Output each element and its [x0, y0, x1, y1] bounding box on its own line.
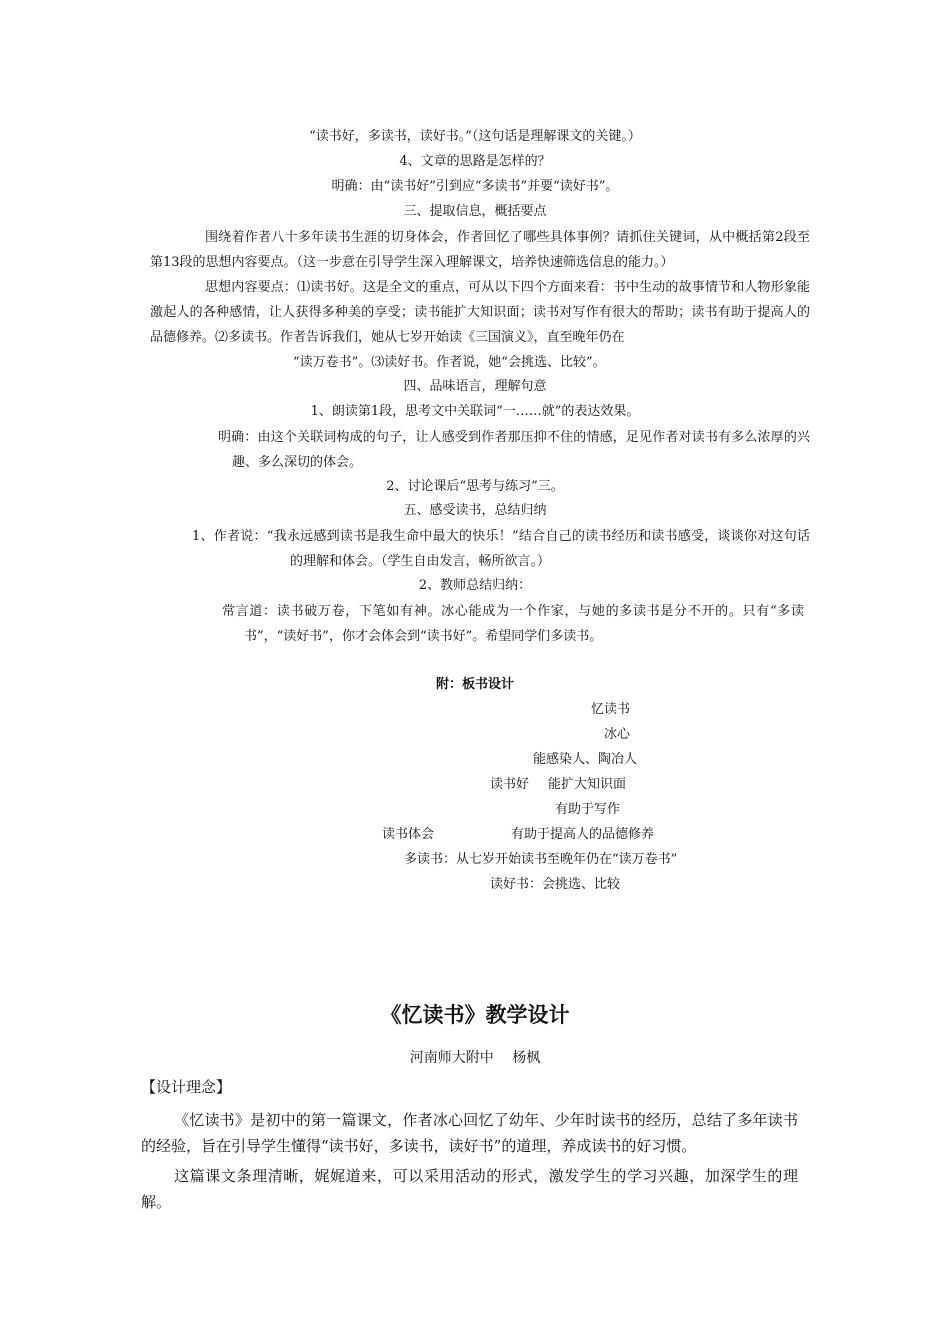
board-item-knowledge: 能扩大知识面 [548, 777, 627, 792]
section-3-heading: 三、提取信息，概括要点 [403, 204, 547, 219]
task-4-2: 2、讨论课后“思考与练习”三。 [386, 479, 564, 494]
board-item-read-more: 多读书：从七岁开始读书至晚年仍在“读万卷书” [404, 852, 678, 867]
task-5-1: 1、作者说：“我永远感到读书是我生命中最大的快乐！”结合自己的读书经历和读书感受，谈谈你对这句话的理解和体会。（学生自由发言，畅所欲言。） [192, 529, 810, 569]
answer-4: 明确：由“读书好”引到应“多读书”并要“读好书”。 [331, 179, 619, 194]
board-item-inspire: 能感染人、陶冶人 [533, 752, 638, 767]
design-paragraph-2: 这篇课文条理清晰，娓娓道来，可以采用活动的形式，激发学生的学习兴趣，加深学生的理解。 [141, 1167, 798, 1211]
board-item-morality: 有助于提高人的品德修养 [511, 827, 655, 842]
question-4: 4、文章的思路是怎样的？ [399, 154, 551, 169]
task-5-2: 2、教师总结归纳： [418, 578, 532, 593]
answer-4-1: 明确：由这个关联词构成的句子，让人感受到作者那压抑不住的情感，足见作者对读书有多么浓厚的兴趣、多么深切的体会。 [218, 430, 810, 470]
board-heading: 附：板书设计 [435, 677, 514, 692]
teacher-summary: 常言道：读书破万卷，下笔如有神。冰心能成为一个作家，与她的多读书是分不开的。只有“多读书”，“读好书”，你才会体会到“读书好”。希望同学们多读书。 [222, 604, 804, 644]
quote-line: “读书好，多读书，读好书。”（这句话是理解课文的关键。） [309, 129, 641, 144]
task-4-1: 1、朗读第1段，思考文中关联词“一……就”的表达效果。 [310, 404, 640, 419]
section-3-task: 围绕着作者八十多年读书生涯的切身体会，作者回忆了哪些具体事例？请抓住关键词，从中概括第2段至第13段的思想内容要点。（这一步意在引导学生深入理解课文，培养快速筛选信息的能力。） [150, 230, 810, 270]
design-section-heading: 【设计理念】 [141, 1078, 232, 1096]
section-4-heading: 四、品味语言，理解句意 [403, 379, 547, 394]
design-byline: 河南师大附中 杨枫 [409, 1050, 541, 1066]
board-item-writing: 有助于写作 [555, 802, 621, 817]
board-label-good: 读书好 [490, 777, 530, 792]
section-3-points-end: “读万卷书”。⑶读好书。作者说，她“会挑选、比较”。 [293, 355, 606, 370]
design-paragraph-1: 《忆读书》是初中的第一篇课文，作者冰心回忆了幼年、少年时读书的经历，总结了多年读书的经验，旨在引导学生懂得“读书好，多读书，读好书”的道理，养成读书的好习惯。 [141, 1111, 798, 1155]
board-author: 冰心 [604, 727, 631, 742]
board-label-experience: 读书体会 [382, 827, 435, 842]
section-5-heading: 五、感受读书，总结归纳 [403, 503, 547, 518]
board-item-read-good: 读好书：会挑选、比较 [490, 877, 621, 892]
design-title: 《忆读书》教学设计 [380, 1002, 570, 1027]
section-3-points: 思想内容要点：⑴读书好。这是全文的重点，可从以下四个方面来看：书中生动的故事情节和人物形象能激起人的各种感情，让人获得多种美的享受；读书能扩大知识面；读书对写作有很大的帮助；读书有助于提高人的品德修养。⑵多读书。作者告诉我们，她从七岁开始读《三国演义》，直至晚年仍在 [150, 280, 810, 345]
board-title: 忆读书 [591, 702, 631, 717]
